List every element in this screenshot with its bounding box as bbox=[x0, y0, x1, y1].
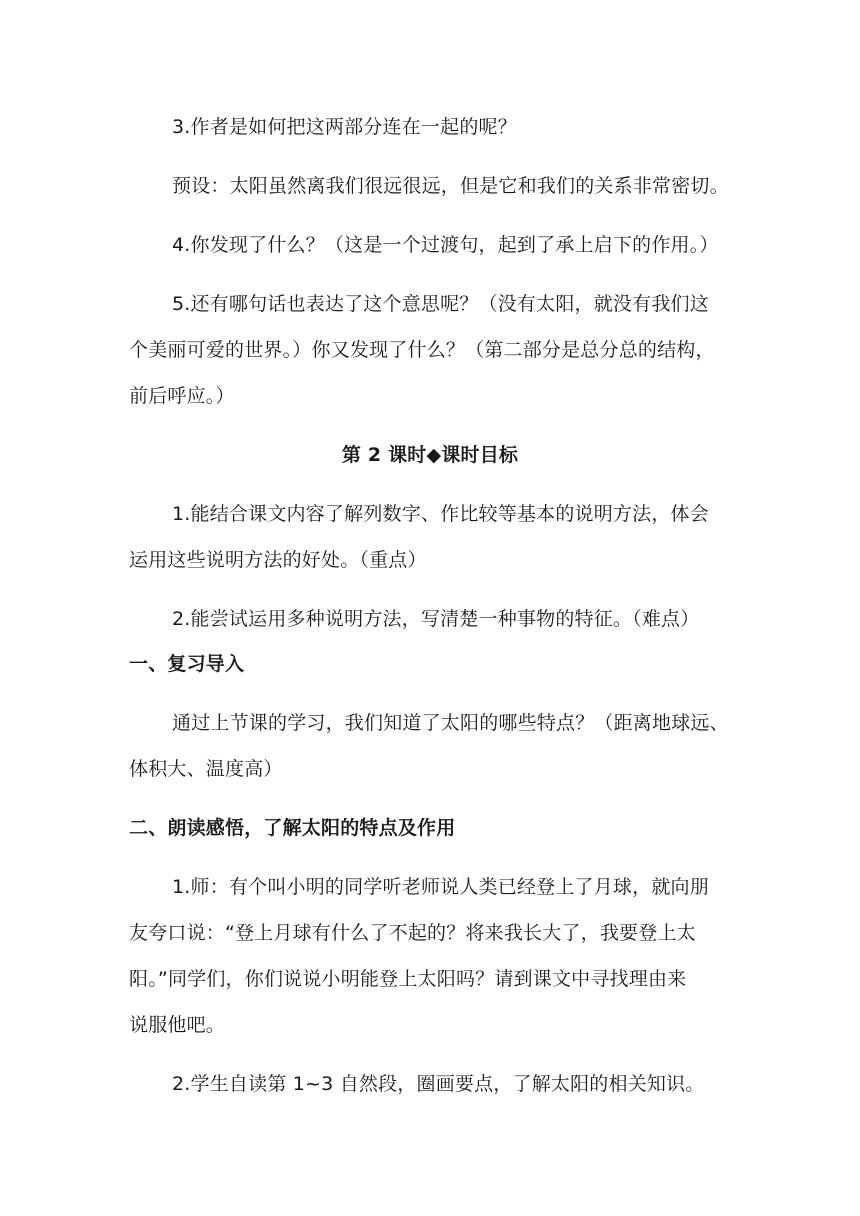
section-1-heading: 一、复习导入 bbox=[129, 653, 245, 675]
goal-1-line-1: 1.能结合课文内容了解列数字、作比较等基本的说明方法，体会 bbox=[172, 503, 709, 525]
section-2-item-1-line-1: 1.师：有个叫小明的同学听老师说人类已经登上了月球，就向朋 bbox=[172, 876, 709, 898]
lesson-2-heading: 第 2 课时◆课时目标 bbox=[341, 444, 519, 466]
section-2-heading: 二、朗读感悟，了解太阳的特点及作用 bbox=[129, 817, 456, 839]
question-4: 4.你发现了什么？（这是一个过渡句，起到了承上启下的作用。） bbox=[172, 234, 719, 256]
question-5-line-1: 5.还有哪句话也表达了这个意思呢？（没有太阳，就没有我们这 bbox=[172, 293, 709, 315]
section-2-item-1-line-3: 阳。”同学们，你们说说小明能登上太阳吗？请到课文中寻找理由来 bbox=[129, 968, 687, 990]
section-2-item-2: 2.学生自读第 1~3 自然段，圈画要点，了解太阳的相关知识。 bbox=[172, 1073, 705, 1095]
section-2-item-1-line-4: 说服他吧。 bbox=[129, 1014, 226, 1036]
goal-1-line-2: 运用这些说明方法的好处。（重点） bbox=[129, 549, 427, 571]
question-5-line-3: 前后呼应。） bbox=[129, 385, 235, 407]
question-5-line-2: 个美丽可爱的世界。）你又发现了什么？（第二部分是总分总的结构， bbox=[129, 339, 715, 361]
section-2-item-1-line-2: 友夸口说：“登上月球有什么了不起的？将来我长大了，我要登上太 bbox=[129, 922, 696, 944]
preset-answer: 预设：太阳虽然离我们很远很远，但是它和我们的关系非常密切。 bbox=[172, 175, 729, 197]
section-1-text-line-1: 通过上节课的学习，我们知道了太阳的哪些特点？（距离地球远、 bbox=[172, 712, 729, 734]
section-1-text-line-2: 体积大、温度高） bbox=[129, 758, 283, 780]
question-3: 3.作者是如何把这两部分连在一起的呢？ bbox=[172, 116, 517, 138]
goal-2: 2.能尝试运用多种说明方法，写清楚一种事物的特征。（难点） bbox=[172, 608, 700, 630]
